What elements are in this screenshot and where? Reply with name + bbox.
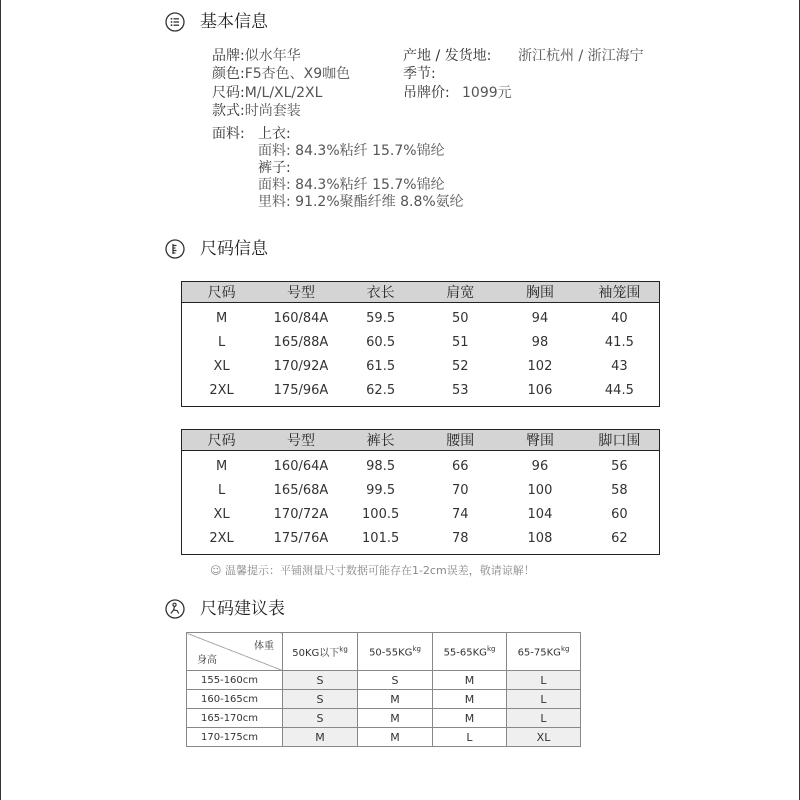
table-cell: 94 <box>531 310 549 326</box>
height-cell: 155-160cm <box>187 671 283 690</box>
size-recommend-table <box>186 632 581 747</box>
top-fabric-text: 面料: 84.3%粘纤 15.7%锦纶 <box>258 143 445 159</box>
table-cell: 96 <box>531 458 549 474</box>
table-cell: 40 <box>611 310 628 326</box>
table-row <box>182 451 660 479</box>
table-cell: M <box>215 310 228 326</box>
ruler-icon <box>165 239 185 259</box>
table-cell: 61.5 <box>366 358 396 374</box>
table-cell: 2XL <box>209 382 234 398</box>
table-cell: 66 <box>452 458 469 474</box>
fabric-label <box>212 125 245 143</box>
size-cell: L <box>507 709 581 728</box>
table-cell: XL <box>213 358 230 374</box>
size-info-title: 尺码信息 <box>200 239 268 259</box>
size-cell: S <box>283 709 358 728</box>
table-header-cell: 臀围 <box>500 430 580 451</box>
table-header-cell: 腰围 <box>420 430 500 451</box>
table-row <box>182 478 660 502</box>
table-cell: 99.5 <box>366 482 396 498</box>
corner-header-cell <box>187 633 283 671</box>
size-cell: M <box>358 709 433 728</box>
size-cell: XL <box>507 728 581 747</box>
weight-unit: kg <box>486 644 496 653</box>
table-cell: 53 <box>452 382 469 398</box>
table-cell: 62.5 <box>366 382 396 398</box>
pants-lining-text: 里料: 91.2%聚酯纤维 8.8%氨纶 <box>258 194 464 210</box>
top-size-header-row <box>182 282 660 303</box>
table-cell: 51 <box>452 334 469 350</box>
table-cell: 100 <box>527 482 553 498</box>
size-cell: S <box>358 671 433 690</box>
size-line <box>212 84 322 102</box>
style-value: 时尚套装 <box>244 103 301 119</box>
size-cell: L <box>507 671 581 690</box>
size-cell: M <box>283 728 358 747</box>
table-cell: 100.5 <box>362 506 400 522</box>
table-cell: 102 <box>527 358 553 374</box>
table-header-cell: 尺码 <box>182 430 262 451</box>
fabric-label-text: 面料: <box>212 126 245 142</box>
table-row <box>187 728 581 747</box>
price-label: 吊牌价: <box>403 85 450 101</box>
table-row <box>187 709 581 728</box>
season-line <box>403 65 436 83</box>
color-label: 颜色: <box>212 66 245 82</box>
top-size-table <box>181 281 660 407</box>
size-cell: M <box>358 690 433 709</box>
table-cell: 170/92A <box>273 358 329 374</box>
table-row <box>187 671 581 690</box>
pants-size-table <box>181 429 660 555</box>
price-text: 1099元 <box>462 85 512 101</box>
season-label: 季节: <box>403 66 436 82</box>
table-cell: 41.5 <box>604 334 634 350</box>
weight-header-cell <box>433 633 507 671</box>
table-cell: 70 <box>452 482 469 498</box>
table-header-cell: 尺码 <box>182 282 262 303</box>
table-cell: 101.5 <box>362 530 400 546</box>
height-cell: 170-175cm <box>187 728 283 747</box>
table-cell: 98.5 <box>366 458 396 474</box>
basic-info-title: 基本信息 <box>200 12 268 32</box>
table-cell: 98 <box>531 334 549 350</box>
table-row <box>182 378 660 407</box>
table-cell: 104 <box>527 506 553 522</box>
table-cell: 165/88A <box>273 334 329 350</box>
table-cell: XL <box>213 506 230 522</box>
size-cell: M <box>358 728 433 747</box>
weight-range: 65-75KG <box>517 647 561 659</box>
pants-fabric <box>258 176 445 194</box>
size-recommend-title: 尺码建议表 <box>200 599 285 619</box>
table-cell: 60.5 <box>366 334 396 350</box>
size-cell: S <box>283 671 358 690</box>
table-row <box>182 354 660 378</box>
size-value: M/L/XL/2XL <box>244 85 323 101</box>
table-cell: 175/96A <box>273 382 329 398</box>
size-cell: L <box>433 728 507 747</box>
table-cell: 62 <box>611 530 628 546</box>
table-cell: 43 <box>611 358 628 374</box>
pants-size-header-row <box>182 430 660 451</box>
table-row <box>182 330 660 354</box>
table-header-cell: 袖笼围 <box>580 282 660 303</box>
brand-value: 似水年华 <box>244 48 301 64</box>
page-border-left <box>0 0 1 800</box>
table-header-cell: 胸围 <box>500 282 580 303</box>
pants-fabric-text: 面料: 84.3%粘纤 15.7%锦纶 <box>258 177 445 193</box>
origin-text: 浙江杭州 / 浙江海宁 <box>518 48 644 64</box>
height-cell: 160-165cm <box>187 690 283 709</box>
table-cell: 108 <box>527 530 553 546</box>
table-cell: 78 <box>452 530 469 546</box>
table-cell: 160/84A <box>273 310 329 326</box>
table-row <box>182 526 660 555</box>
weight-header-cell <box>283 633 358 671</box>
person-icon <box>165 599 185 619</box>
color-line <box>212 65 350 83</box>
table-row <box>187 690 581 709</box>
table-cell: L <box>217 482 226 498</box>
size-label: 尺码: <box>212 85 245 101</box>
table-cell: 58 <box>611 482 628 498</box>
table-header-cell: 脚口围 <box>580 430 660 451</box>
weight-range: 50-55KG <box>369 647 413 659</box>
pants-label <box>258 159 291 177</box>
table-cell: 50 <box>452 310 469 326</box>
table-header-cell: 裤长 <box>341 430 421 451</box>
price-line <box>403 84 450 102</box>
size-cell: M <box>433 671 507 690</box>
brand-label: 品牌: <box>212 48 245 64</box>
table-cell: 60 <box>611 506 628 522</box>
table-header-cell: 肩宽 <box>420 282 500 303</box>
weight-unit: kg <box>412 644 421 653</box>
table-cell: 175/76A <box>273 530 329 546</box>
size-cell: L <box>507 690 581 709</box>
weight-corner-label: 体重 <box>254 641 274 652</box>
weight-range: 50KG以下 <box>292 648 340 659</box>
table-cell: 74 <box>452 506 469 522</box>
table-cell: M <box>215 458 228 474</box>
size-cell: M <box>433 690 507 709</box>
table-header-cell: 衣长 <box>341 282 421 303</box>
height-corner-label: 身高 <box>197 655 217 666</box>
table-header-cell: 号型 <box>261 430 341 451</box>
origin-line <box>403 47 491 65</box>
table-cell: 56 <box>611 458 628 474</box>
top-label-text: 上衣: <box>258 126 291 142</box>
table-cell: 52 <box>452 358 469 374</box>
measurement-tip: ☺ 温馨提示：平铺测量尺寸数据可能存在1-2cm误差，敬请谅解！ <box>210 564 535 577</box>
weight-unit: kg <box>339 645 348 654</box>
weight-header-cell <box>358 633 433 671</box>
table-row <box>182 502 660 526</box>
brand-line <box>212 47 301 65</box>
weight-range: 55-65KG <box>443 647 487 659</box>
table-cell: L <box>217 334 226 350</box>
table-row <box>182 303 660 331</box>
list-icon <box>165 12 185 32</box>
height-cell: 165-170cm <box>187 709 283 728</box>
size-cell: S <box>283 690 358 709</box>
table-cell: 59.5 <box>366 310 396 326</box>
top-label <box>258 125 291 143</box>
table-header-cell: 号型 <box>261 282 341 303</box>
color-value: F5杏色、X9咖色 <box>244 66 351 82</box>
table-cell: 160/64A <box>273 458 329 474</box>
price-value <box>462 84 512 102</box>
top-fabric <box>258 142 445 160</box>
origin-value <box>518 47 644 65</box>
origin-label: 产地 / 发货地: <box>403 48 492 64</box>
table-cell: 165/68A <box>273 482 329 498</box>
table-cell: 44.5 <box>604 382 634 398</box>
style-label: 款式: <box>212 103 245 119</box>
recommend-header-row <box>187 633 581 671</box>
weight-header-cell <box>507 633 581 671</box>
pants-lining <box>258 193 464 211</box>
table-cell: 170/72A <box>273 506 329 522</box>
table-cell: 2XL <box>209 530 234 546</box>
weight-unit: kg <box>560 644 570 653</box>
size-cell: M <box>433 709 507 728</box>
style-line <box>212 102 301 120</box>
table-cell: 106 <box>527 382 553 398</box>
pants-label-text: 裤子: <box>258 160 291 176</box>
